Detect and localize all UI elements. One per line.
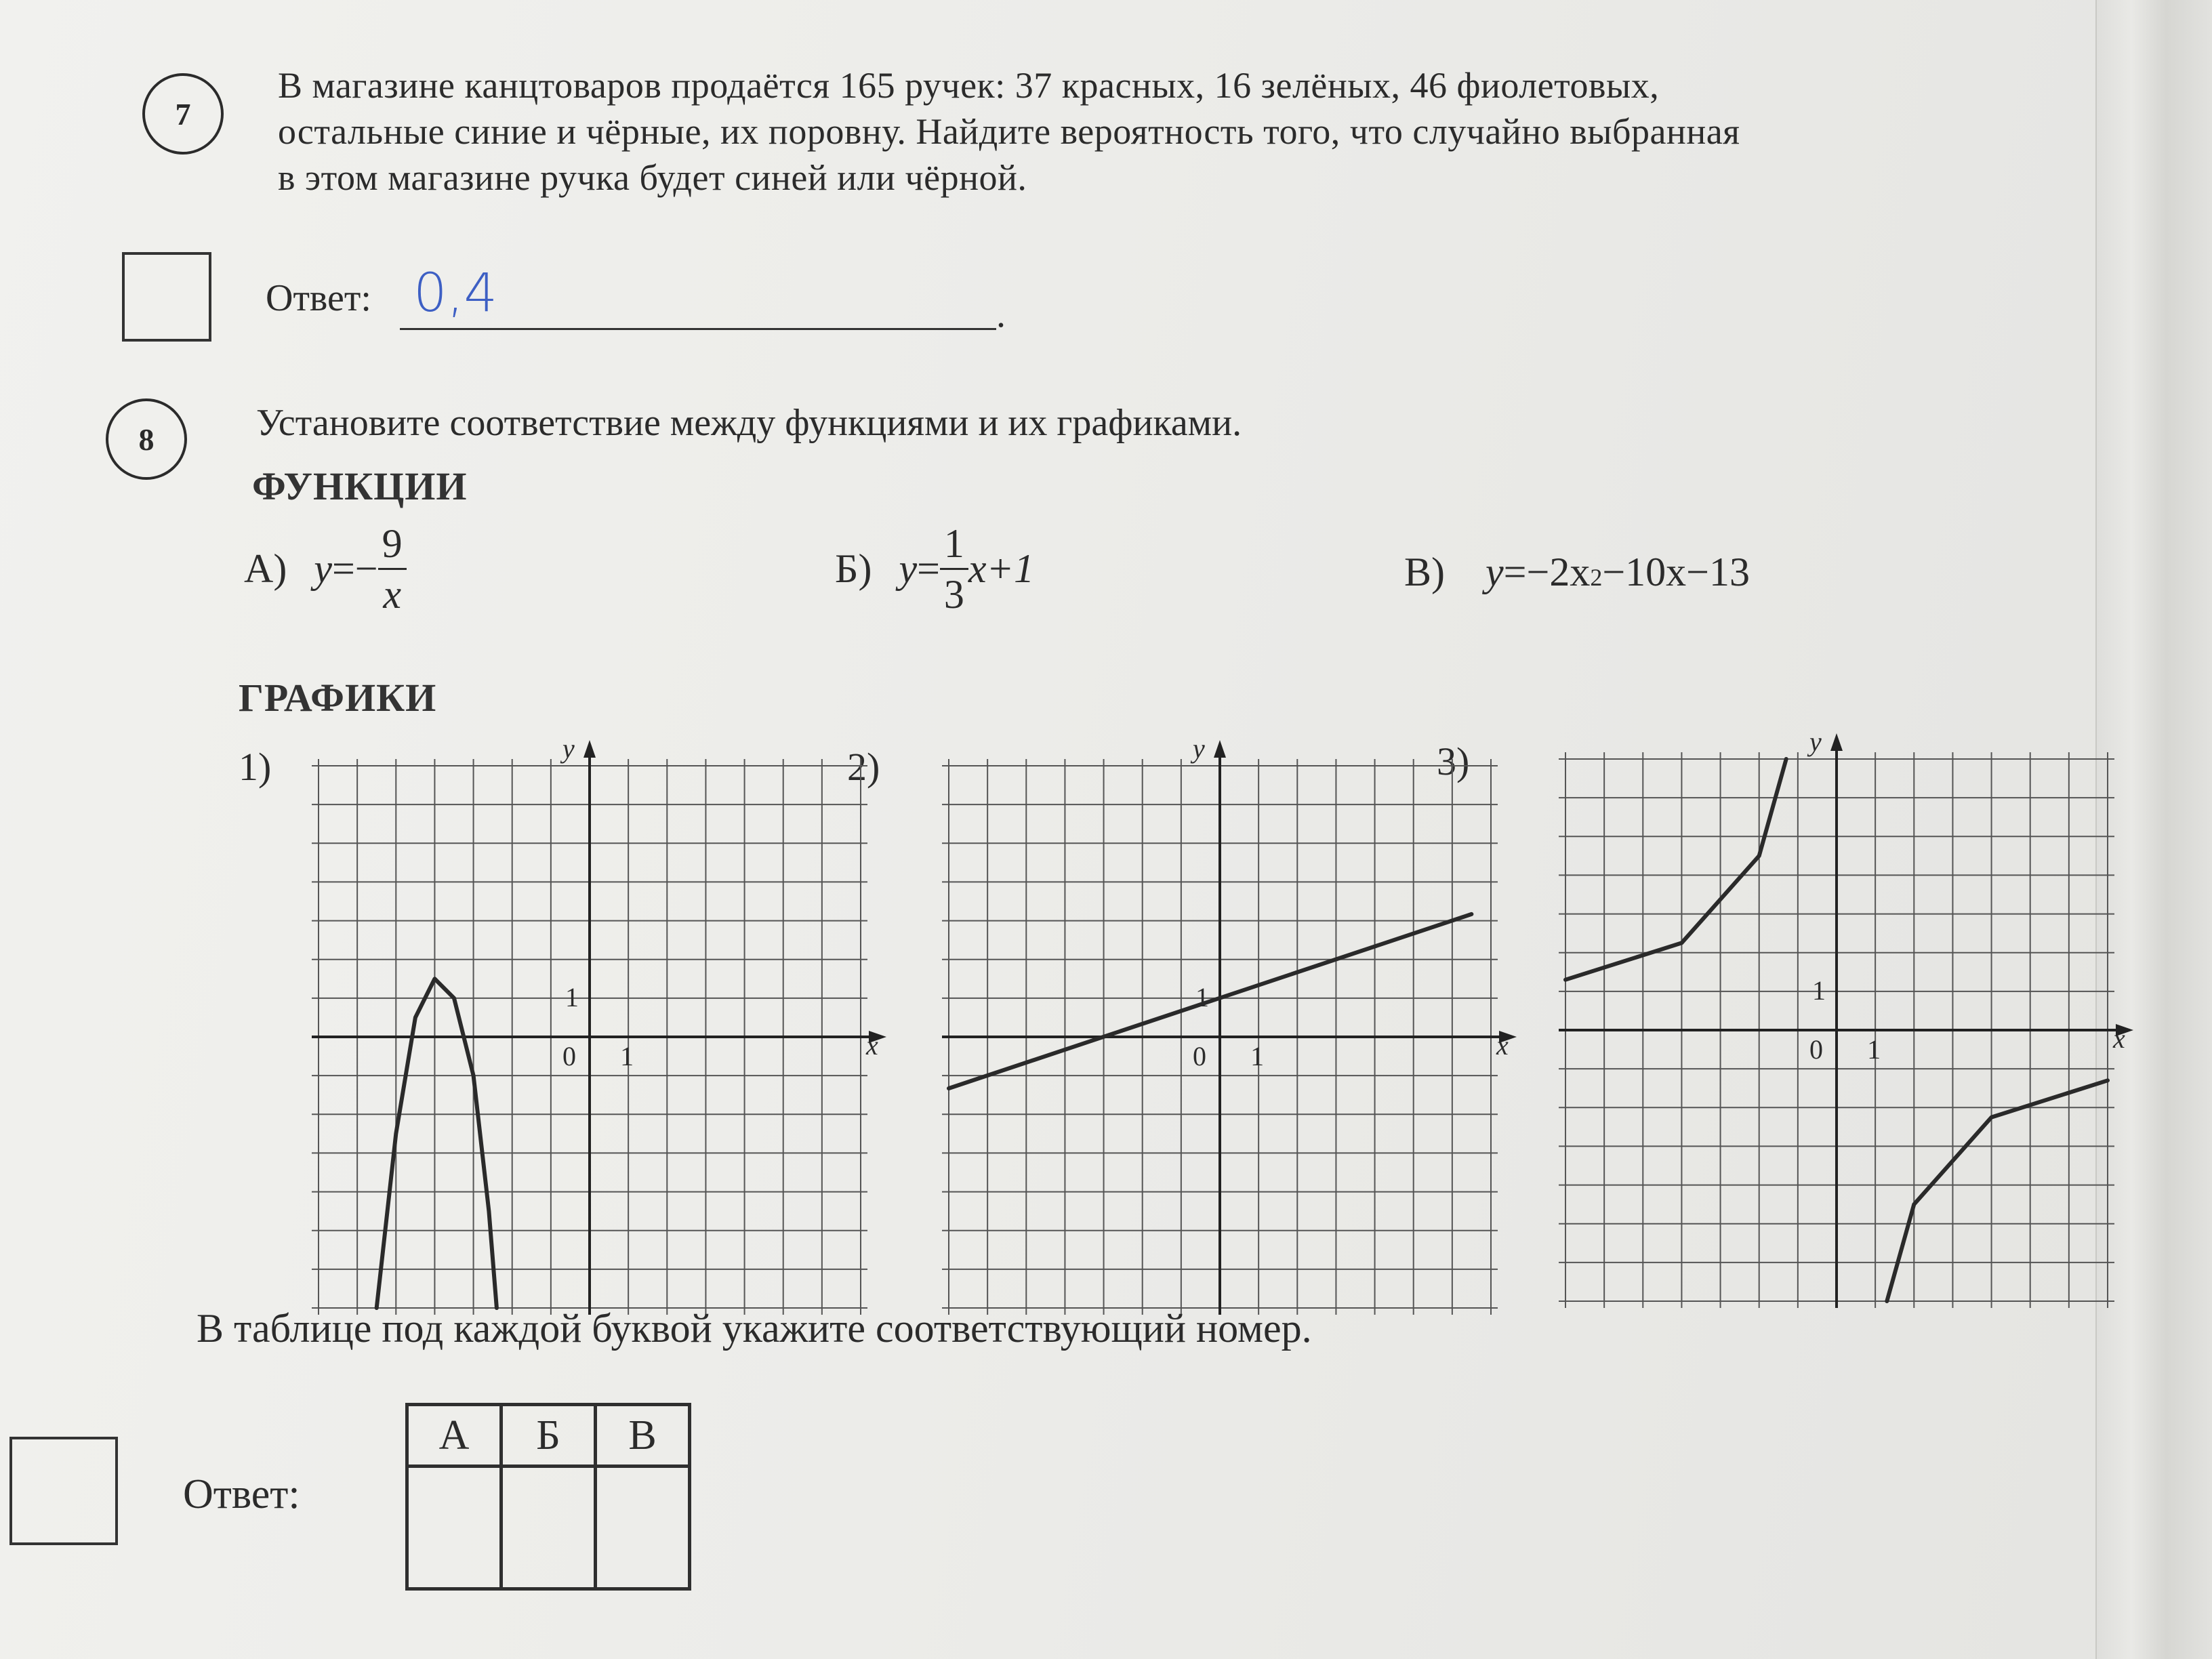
function-eq: = bbox=[917, 546, 940, 591]
fraction-denominator: 3 bbox=[943, 572, 964, 617]
answer-cell[interactable] bbox=[407, 1467, 501, 1589]
answer-cell[interactable] bbox=[501, 1467, 596, 1589]
function-lhs: y bbox=[899, 546, 918, 591]
x-unit-label: 1 bbox=[1867, 1034, 1881, 1065]
column-header: В bbox=[596, 1405, 690, 1467]
task-number: 7 bbox=[175, 96, 191, 131]
task-text-line: В магазине канцтоваров продаётся 165 ручек: 37 красных, 16 зелёных, 46 фиолетовых, bbox=[278, 65, 1660, 106]
fraction bbox=[378, 523, 407, 615]
answer-label: Ответ: bbox=[266, 277, 371, 319]
instruction: В таблице под каждой буквой укажите соответствующий номер. bbox=[197, 1306, 1312, 1351]
y-axis-arrow bbox=[583, 740, 596, 758]
function-eq: =−2x bbox=[1503, 550, 1591, 594]
score-box bbox=[122, 252, 211, 342]
answer-table bbox=[405, 1403, 691, 1591]
function-c bbox=[1404, 549, 1750, 596]
function-curve bbox=[949, 914, 1471, 1088]
coordinate-plane bbox=[1538, 732, 2135, 1328]
task-number-badge bbox=[106, 398, 187, 480]
y-unit-label: 1 bbox=[1195, 981, 1209, 1012]
coordinate-plane bbox=[922, 739, 1518, 1335]
x-unit-label: 1 bbox=[1250, 1041, 1265, 1071]
task-number-badge bbox=[142, 73, 224, 155]
graph-3 bbox=[1538, 732, 2135, 1328]
answer-field[interactable] bbox=[400, 263, 996, 330]
graphs-heading: ГРАФИКИ bbox=[239, 676, 437, 720]
y-unit-label: 1 bbox=[565, 981, 579, 1012]
function-curve bbox=[1565, 759, 1786, 980]
handwritten-answer: 0,4 bbox=[413, 263, 498, 324]
column-header: А bbox=[407, 1405, 501, 1467]
origin-label: 0 bbox=[562, 1041, 576, 1071]
x-unit-label: 1 bbox=[620, 1041, 634, 1071]
function-a bbox=[244, 523, 407, 615]
x-axis-label: x bbox=[866, 1030, 878, 1061]
origin-label: 0 bbox=[1809, 1034, 1823, 1065]
coordinate-plane bbox=[291, 739, 888, 1335]
y-axis-label: y bbox=[1809, 732, 1822, 757]
origin-label: 0 bbox=[1193, 1041, 1206, 1071]
answer-period: . bbox=[996, 293, 1006, 335]
y-axis-arrow bbox=[1830, 733, 1843, 751]
x-axis-label: x bbox=[1496, 1030, 1509, 1061]
function-b bbox=[835, 523, 1034, 615]
function-letter: В) bbox=[1404, 550, 1445, 594]
function-letter: А) bbox=[244, 546, 287, 591]
function-curve bbox=[377, 979, 497, 1308]
task-number: 8 bbox=[138, 422, 155, 457]
task-text bbox=[278, 62, 1986, 201]
y-axis-label: y bbox=[562, 739, 575, 764]
function-rest: −10x−13 bbox=[1602, 550, 1750, 594]
answer-table-header bbox=[407, 1405, 690, 1467]
x-axis-label: x bbox=[2113, 1023, 2125, 1054]
task-text-line: остальные синие и чёрные, их поровну. Найдите вероятность того, что случайно выбранная bbox=[278, 111, 1740, 152]
fraction bbox=[940, 523, 968, 615]
task-intro: Установите соответствие между функциями и их графиками. bbox=[256, 402, 1242, 444]
functions-heading: ФУНКЦИИ bbox=[252, 464, 468, 508]
fraction-numerator: 9 bbox=[378, 523, 407, 570]
column-header: Б bbox=[501, 1405, 596, 1467]
function-lhs: y bbox=[1486, 550, 1504, 594]
function-curve bbox=[1887, 1080, 2108, 1301]
function-letter: Б) bbox=[835, 546, 872, 591]
function-lhs: y bbox=[314, 546, 332, 591]
function-exponent: 2 bbox=[1590, 564, 1603, 591]
score-box bbox=[9, 1437, 118, 1545]
graph-label: 2) bbox=[847, 745, 880, 789]
graph-2 bbox=[922, 739, 1518, 1335]
y-axis-arrow bbox=[1214, 740, 1226, 758]
function-rest: x+1 bbox=[968, 546, 1035, 591]
graph-1 bbox=[291, 739, 888, 1335]
fraction-numerator: 1 bbox=[940, 523, 968, 570]
graph-label: 1) bbox=[239, 745, 272, 789]
y-axis-label: y bbox=[1193, 739, 1205, 764]
task-text-line: в этом магазине ручка будет синей или чёрной. bbox=[278, 157, 1027, 198]
graph-label: 3) bbox=[1437, 739, 1470, 783]
answer-table-row bbox=[407, 1467, 690, 1589]
y-unit-label: 1 bbox=[1812, 975, 1826, 1006]
answer-label: Ответ: bbox=[183, 1471, 300, 1517]
answer-cell[interactable] bbox=[596, 1467, 690, 1589]
function-eq: =− bbox=[331, 546, 378, 591]
fraction-denominator: x bbox=[383, 572, 401, 617]
